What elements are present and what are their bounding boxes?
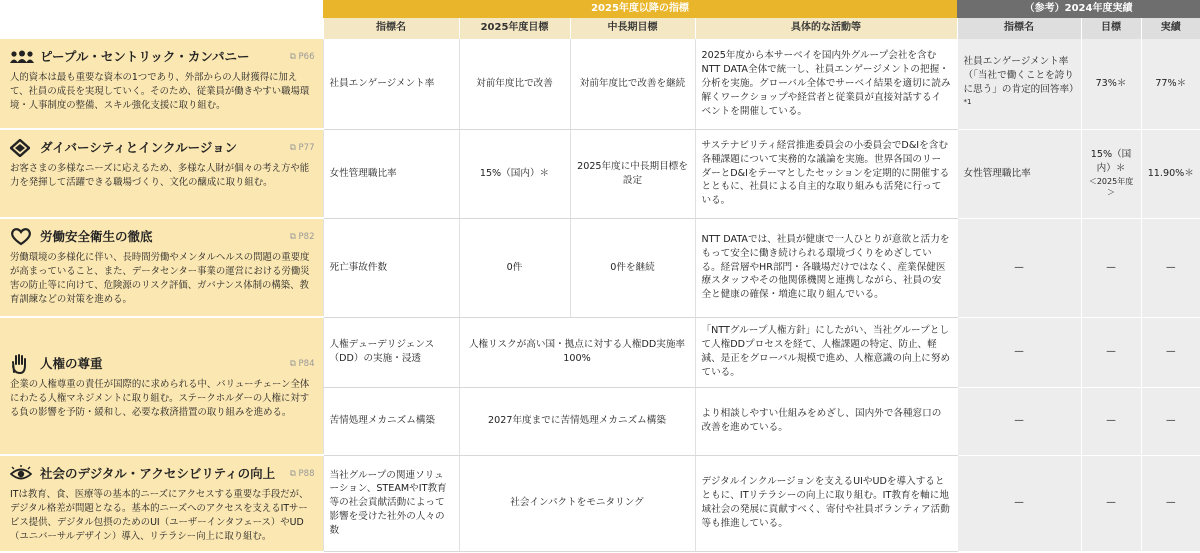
ref-target: — xyxy=(1081,218,1141,317)
ref-actual: 77%＊ xyxy=(1141,39,1200,129)
theme-title: 労働安全衛生の徹底 xyxy=(40,229,153,244)
ref-actual: — xyxy=(1141,317,1200,387)
activity-text: より相談しやすい仕組みをめざし、国内外で各種窓口の改善を進めている。 xyxy=(695,387,957,455)
col-header-indicator: 指標名 xyxy=(323,18,459,39)
page-ref: P88 xyxy=(298,468,315,479)
activity-text: NTT DATAでは、社員が健康で一人ひとりが意欲と活力をもって安全に働き続けられる環境づくりをめざしている。経営層やHR部門・各職場だけではなく、産業保健医療スタッフやその他関係機関と連携しながら、社員の安全と健康の確保・増進に取り組んでいる。 xyxy=(695,218,957,317)
page-link[interactable] xyxy=(290,231,315,243)
footnote-mark: *1 xyxy=(963,97,972,106)
table-row xyxy=(0,218,1200,317)
indicator-name: 当社グループの関連ソリューション、STEAMやIT教育等の社会貢献活動によって影響を受けた社外の人々の数 xyxy=(323,455,459,552)
theme-title: ダイバーシティとインクルージョン xyxy=(40,140,238,155)
merged-target: 社会インパクトをモニタリング xyxy=(459,455,695,552)
theme-cell xyxy=(0,317,323,455)
target-2025: 0件 xyxy=(459,218,570,317)
page-ref: P77 xyxy=(298,142,315,153)
ref-target-value: 15%（国内）＊ xyxy=(1090,149,1132,174)
theme-title: 人権の尊重 xyxy=(40,355,103,371)
col-header-ref-indicator: 指標名 xyxy=(957,18,1081,39)
table-row xyxy=(0,455,1200,552)
col-header-ref-target: 目標 xyxy=(1081,18,1141,39)
ref-target-year: ＜2025年度＞ xyxy=(1088,176,1134,198)
ref-indicator xyxy=(957,39,1081,129)
indicator-name: 女性管理職比率 xyxy=(323,129,459,218)
theme-title: 社会のデジタル・アクセシビリティの向上 xyxy=(40,466,276,481)
col-header-target-2025: 2025年度目標 xyxy=(459,18,570,39)
ref-indicator: — xyxy=(957,218,1081,317)
theme-description: 労働環境の多様化に伴い、長時間労働やメンタルヘルスの問題の重要度が高まっていること、また、データセンター事業の運営における労働災害の防止等に向けて、危険源のリスク評価、ガバナンス体制の構築、教育訓練などの対策を進める。 xyxy=(10,252,310,306)
col-header-ref-actual: 実績 xyxy=(1141,18,1200,39)
external-link-icon: ⧉ xyxy=(289,231,299,242)
table-row xyxy=(0,317,1200,387)
col-header-midlong: 中長期目標 xyxy=(570,18,695,39)
external-link-icon: ⧉ xyxy=(289,468,299,479)
midlong-target: 対前年度比で改善を継続 xyxy=(570,39,695,129)
external-link-icon: ⧉ xyxy=(289,51,299,62)
ref-target: — xyxy=(1081,317,1141,387)
ref-indicator: — xyxy=(957,317,1081,387)
page-ref: P84 xyxy=(298,358,315,369)
merged-target: 人権リスクが高い国・拠点に対する人権DD実施率 100% xyxy=(459,317,695,387)
indicator-name: 人権デューデリジェンス（DD）の実施・浸透 xyxy=(323,317,459,387)
raised-hand-icon xyxy=(10,355,36,373)
ref-target xyxy=(1081,129,1141,218)
ref-actual: — xyxy=(1141,387,1200,455)
corner-blank-2 xyxy=(0,18,323,39)
target-2025: 15%（国内）＊ xyxy=(459,129,570,218)
eye-icon xyxy=(10,465,36,483)
activity-text: サステナビリティ経営推進委員会の小委員会でD&Iを含む各種課題について実務的な議論を実施。世界各国のリーダーとD&Iをテーマとしたセッションを定期的に開催するとともに、社員による自主的な取り組みも活発に行っている。 xyxy=(695,129,957,218)
theme-description: ITは教育、食、医療等の基本的ニーズにアクセスする重要な手段だが、デジタル格差が問題となる。基本的ニーズへのアクセスを支えるITサービス提供、デジタル包摂のためのUI（ユーザーインタフェース）やUD（ユニバーサルデザイン）導入、リテラシー向上に取り組む。 xyxy=(10,489,309,543)
activity-text: 「NTTグループ人権方針」にしたがい、当社グループとして人権DDプロセスを経て、人権課題の特定、防止、軽減、是正をグローバル規模で進め、人権意識の向上に努めている。 xyxy=(695,317,957,387)
theme-cell xyxy=(0,39,323,129)
external-link-icon: ⧉ xyxy=(289,142,299,153)
theme-cell xyxy=(0,455,323,552)
handshake-icon xyxy=(10,139,36,157)
ref-indicator: — xyxy=(957,455,1081,552)
external-link-icon: ⧉ xyxy=(289,358,299,369)
ref-indicator: 女性管理職比率 xyxy=(957,129,1081,218)
theme-description: お客さまの多様なニーズに応えるため、多様な人財が個々の考え方や能力を発揮して活躍できる職場づくり、文化の醸成に取り組む。 xyxy=(10,163,310,189)
activity-text: デジタルインクルージョンを支えるUIやUDを導入するとともに、ITリテラシーの向上に取り組む。IT教育を軸に地域社会の発展に貢献すべく、寄付や社員ボランティア活動等も推進している。 xyxy=(695,455,957,552)
table-row xyxy=(0,129,1200,218)
ref-indicator: — xyxy=(957,387,1081,455)
heart-hand-icon xyxy=(10,228,36,246)
page-ref: P82 xyxy=(298,231,315,242)
merged-target: 2027年度までに苦情処理メカニズム構築 xyxy=(459,387,695,455)
midlong-target: 0件を継続 xyxy=(570,218,695,317)
ref-actual: — xyxy=(1141,455,1200,552)
indicator-name: 社員エンゲージメント率 xyxy=(323,39,459,129)
ref-actual: 11.90%＊ xyxy=(1141,129,1200,218)
ref-target: — xyxy=(1081,387,1141,455)
theme-description: 企業の人権尊重の責任が国際的に求められる中、バリューチェーン全体にわたる人権マネジメントに取り組む。ステークホルダーの人権に対する負の影響を予防・緩和し、必要な救済措置の取り組みを進める。 xyxy=(10,378,310,419)
ref-target: — xyxy=(1081,455,1141,552)
theme-description: 人的資本は最も重要な資本の1つであり、外部からの人財獲得に加えて、社員の成長を実現していく。そのため、従業員が働きやすい職場環境・人事制度の整備、スキル強化支援に取り組む。 xyxy=(10,72,310,112)
people-icon xyxy=(10,48,36,66)
activity-text: 2025年度から本サーベイを国内外グループ会社を含むNTT DATA全体で統一し、社員エンゲージメントの把握・分析を実施。グローバル全体でサーベイ結果を適切に読み解くワークショップや経営者と従業員が直接対話するイベントを開催している。 xyxy=(695,39,957,129)
indicator-name: 死亡事故件数 xyxy=(323,218,459,317)
page-link[interactable] xyxy=(290,358,315,370)
theme-cell xyxy=(0,129,323,218)
ref-actual: — xyxy=(1141,218,1200,317)
page-link[interactable] xyxy=(290,468,315,480)
group-header-reference: （参考）2024年度実績 xyxy=(957,0,1200,18)
theme-title: ピープル・セントリック・カンパニー xyxy=(40,49,250,64)
page-link[interactable] xyxy=(290,51,315,63)
ref-indicator-text: 社員エンゲージメント率（「当社で働くことを誇りに思う」の肯定的回答率） xyxy=(963,55,1079,95)
target-2025: 対前年度比で改善 xyxy=(459,39,570,129)
page-ref: P66 xyxy=(298,51,315,62)
corner-blank xyxy=(0,0,323,18)
ref-target: 73%＊ xyxy=(1081,39,1141,129)
group-header-2025: 2025年度以降の指標 xyxy=(323,0,957,18)
midlong-target: 2025年度に中長期目標を設定 xyxy=(570,129,695,218)
indicator-name: 苦情処理メカニズム構築 xyxy=(323,387,459,455)
theme-cell xyxy=(0,218,323,317)
col-header-activity: 具体的な活動等 xyxy=(695,18,957,39)
page-link[interactable] xyxy=(290,142,315,154)
table-row xyxy=(0,39,1200,129)
